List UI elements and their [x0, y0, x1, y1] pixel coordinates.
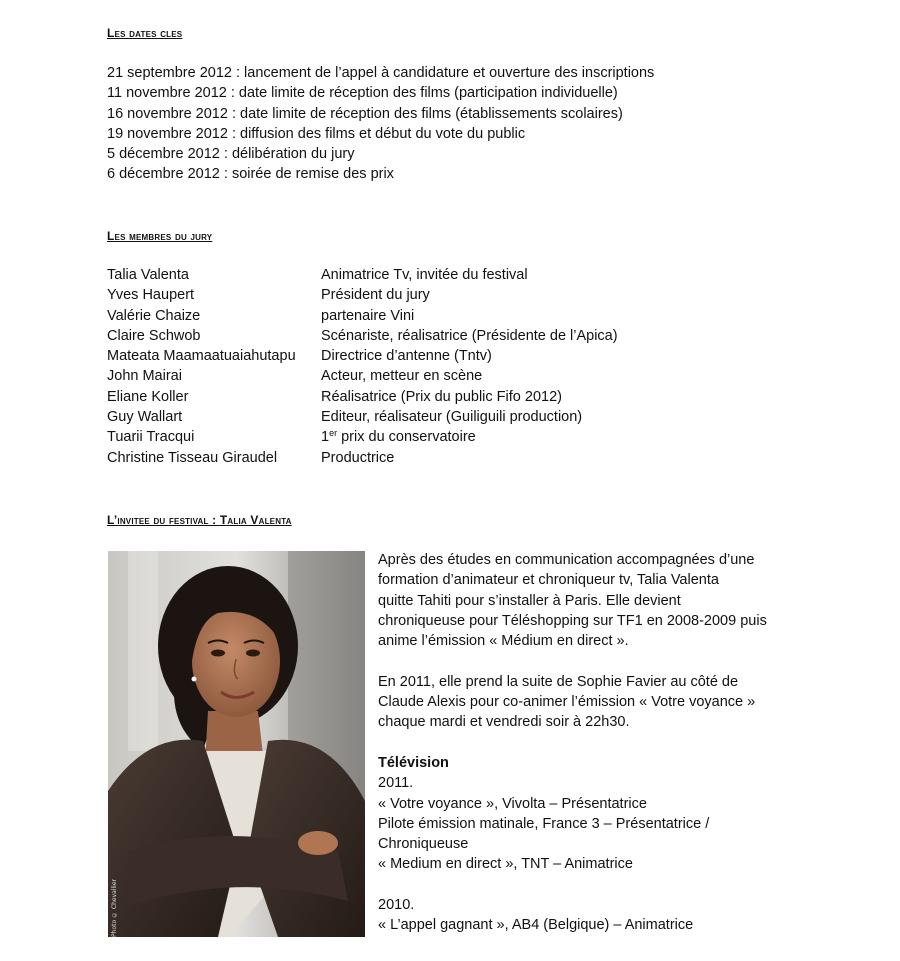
jury-member-name: Guy Wallart	[107, 409, 183, 426]
date-item: 21 septembre 2012 : lancement de l’appel à candidature et ouverture des inscriptions	[107, 65, 655, 81]
role-prefix: 1	[321, 429, 330, 446]
jury-member-role: Réalisatrice (Prix du public Fifo 2012)	[321, 388, 562, 405]
jury-member-role: Acteur, metteur en scène	[321, 368, 483, 385]
guest-biography	[378, 550, 798, 936]
tv-credit: « L’appel gagnant », AB4 (Belgique) – Animatrice	[378, 917, 694, 934]
bio-line: Claude Alexis pour co-animer l’émission « Votre voyance »	[378, 694, 756, 711]
bio-line: chroniqueuse pour Téléshopping sur TF1 en 2008-2009 puis	[378, 612, 767, 629]
date-item: 5 décembre 2012 : délibération du jury	[107, 146, 355, 163]
tv-credit: Pilote émission matinale, France 3 – Présentatrice /	[378, 815, 710, 832]
bio-line: chaque mardi et vendredi soir à 22h30.	[378, 714, 630, 731]
portrait-image	[108, 551, 365, 937]
dates-list	[107, 63, 654, 185]
jury-member-name: Christine Tisseau Giraudel	[107, 449, 278, 466]
date-item: 16 novembre 2012 : date limite de réception des films (établissements scolaires)	[107, 105, 623, 122]
photo-credit: Photo © Chevallier	[111, 879, 118, 937]
jury-member-name: Talia Valenta	[107, 267, 189, 283]
table-row	[107, 306, 618, 326]
table-row	[107, 407, 618, 427]
jury-member-name: Claire Schwob	[107, 327, 201, 344]
jury-table	[107, 265, 618, 468]
date-item: 6 décembre 2012 : soirée de remise des prix	[107, 166, 394, 183]
jury-member-name: Eliane Koller	[107, 388, 189, 405]
table-row	[107, 366, 618, 386]
role-text: prix du conservatoire	[337, 429, 476, 446]
table-row	[107, 265, 618, 285]
bio-line: formation d’animateur et chroniqueur tv, Talia Valenta	[378, 572, 719, 589]
dates-heading: Les dates cles	[107, 26, 183, 40]
table-row	[107, 285, 618, 305]
jury-member-role: Président du jury	[321, 287, 430, 304]
jury-member-name: Tuarii Tracqui	[107, 429, 195, 446]
table-row	[107, 448, 618, 468]
jury-member-role: Directrice d’antenne (Tntv)	[321, 348, 492, 365]
table-row	[107, 326, 618, 346]
jury-member-role	[321, 427, 618, 447]
television-heading: Télévision	[378, 754, 449, 771]
jury-member-role: Scénariste, réalisatrice (Présidente de l’Apica)	[321, 327, 618, 344]
bio-line: anime l’émission « Médium en direct ».	[378, 633, 629, 650]
tv-credit: « Medium en direct », TNT – Animatrice	[378, 856, 633, 873]
bio-line: En 2011, elle prend la suite de Sophie Favier au côté de	[378, 673, 739, 690]
guest-heading: L’invitee du festival : Talia Valenta	[107, 513, 292, 527]
tv-year: 2011.	[378, 775, 414, 792]
date-item: 11 novembre 2012 : date limite de réception des films (participation individuelle)	[107, 85, 618, 102]
jury-member-name: Yves Haupert	[107, 287, 195, 304]
jury-heading: Les membres du jury	[107, 229, 213, 243]
bio-line: Après des études en communication accompagnées d’une	[378, 552, 755, 568]
table-row	[107, 346, 618, 366]
jury-member-name: John Mairai	[107, 368, 182, 385]
jury-member-role: Productrice	[321, 449, 395, 466]
guest-portrait-photo	[108, 551, 365, 937]
jury-member-role: Editeur, réalisateur (Guiliguili production)	[321, 409, 583, 426]
jury-member-name: Valérie Chaize	[107, 307, 201, 324]
tv-credit: Chroniqueuse	[378, 836, 469, 853]
tv-year: 2010.	[378, 897, 415, 914]
table-row	[107, 427, 618, 447]
jury-member-role: Animatrice Tv, invitée du festival	[321, 267, 528, 283]
tv-credit: « Votre voyance », Vivolta – Présentatrice	[378, 795, 647, 812]
date-item: 19 novembre 2012 : diffusion des films et début du vote du public	[107, 125, 526, 142]
bio-line: quitte Tahiti pour s’installer à Paris. Elle devient	[378, 592, 681, 609]
jury-member-name: Mateata Maamaatuaiahutapu	[107, 348, 296, 365]
table-row	[107, 387, 618, 407]
jury-member-role: partenaire Vini	[321, 307, 415, 324]
role-superscript: er	[329, 428, 338, 439]
